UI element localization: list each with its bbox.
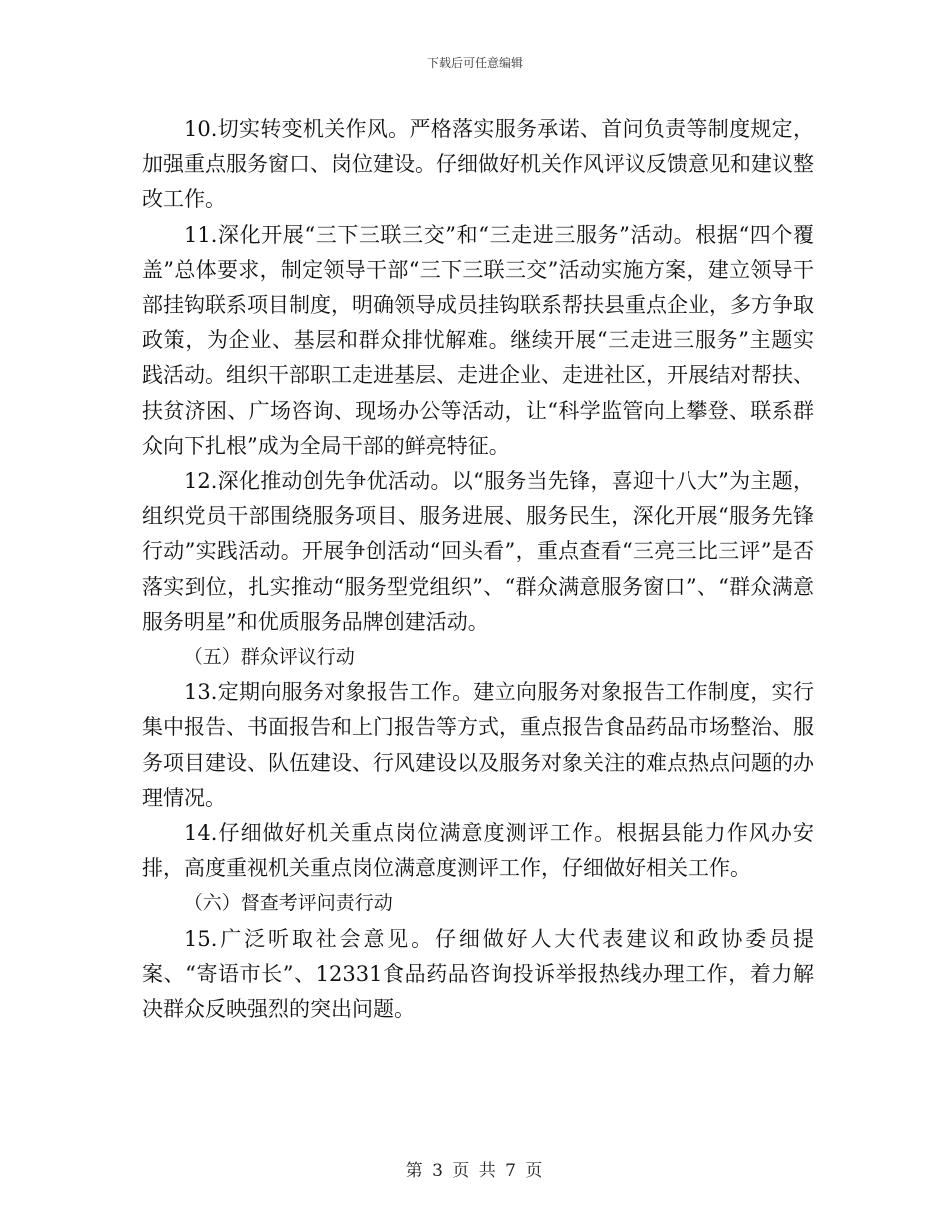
document-body [142, 112, 814, 1027]
paragraph-10: 10.切实转变机关作风。严格落实服务承诺、首问负责等制度规定，加强重点服务窗口、岗位建设。仔细做好机关作风评议反馈意见和建议整改工作。 [142, 117, 814, 212]
page-header: 下载后可任意编辑 [426, 56, 523, 70]
section-heading-5: （五）群众评议行动 [183, 646, 355, 669]
paragraph-13: 13.定期向服务对象报告工作。建立向服务对象报告工作制度，实行集中报告、书面报告和上门报告等方式，重点报告食品药品市场整治、服务项目建设、队伍建设、行风建设以及服务对象关注的难点热点问题的办理情况。 [142, 680, 814, 810]
paragraph-15: 15.广泛听取社会意见。仔细做好人大代表建议和政协委员提案、“寄语市长”、12331食品药品咨询投诉举报热线办理工作，着力解决群众反映强烈的突出问题。 [142, 926, 814, 1022]
paragraph-12: 12.深化推动创先争优活动。以“服务当先锋，喜迎十八大”为主题，组织党员干部围绕服务项目、服务进展、服务民生，深化开展“服务先锋行动”实践活动。开展争创活动“回头看”，重点查看“三亮三比三评”是否落实到位，扎实推动“服务型党组织”、“群众满意服务窗口”、“群众满意服务明星”和优质服务品牌创建活动。 [142, 469, 814, 634]
page-footer: 第 3 页 共 7 页 [405, 1161, 545, 1181]
section-heading-6: （六）督查考评问责行动 [183, 892, 393, 915]
paragraph-11: 11.深化开展“三下三联三交”和“三走进三服务”活动。根据“四个覆盖”总体要求，制定领导干部“三下三联三交”活动实施方案，建立领导干部挂钩联系项目制度，明确领导成员挂钩联系帮扶县重点企业，多方争取政策，为企业、基层和群众排忧解难。继续开展“三走进三服务”主题实践活动。组织干部职工走进基层、走进企业、走进社区，开展结对帮扶、扶贫济困、广场咨询、现场办公等活动，让“科学监管向上攀登、联系群众向下扎根”成为全局干部的鲜亮特征。 [142, 222, 814, 458]
paragraph-14: 14.仔细做好机关重点岗位满意度测评工作。根据县能力作风办安排，高度重视机关重点岗位满意度测评工作，仔细做好相关工作。 [142, 821, 814, 881]
